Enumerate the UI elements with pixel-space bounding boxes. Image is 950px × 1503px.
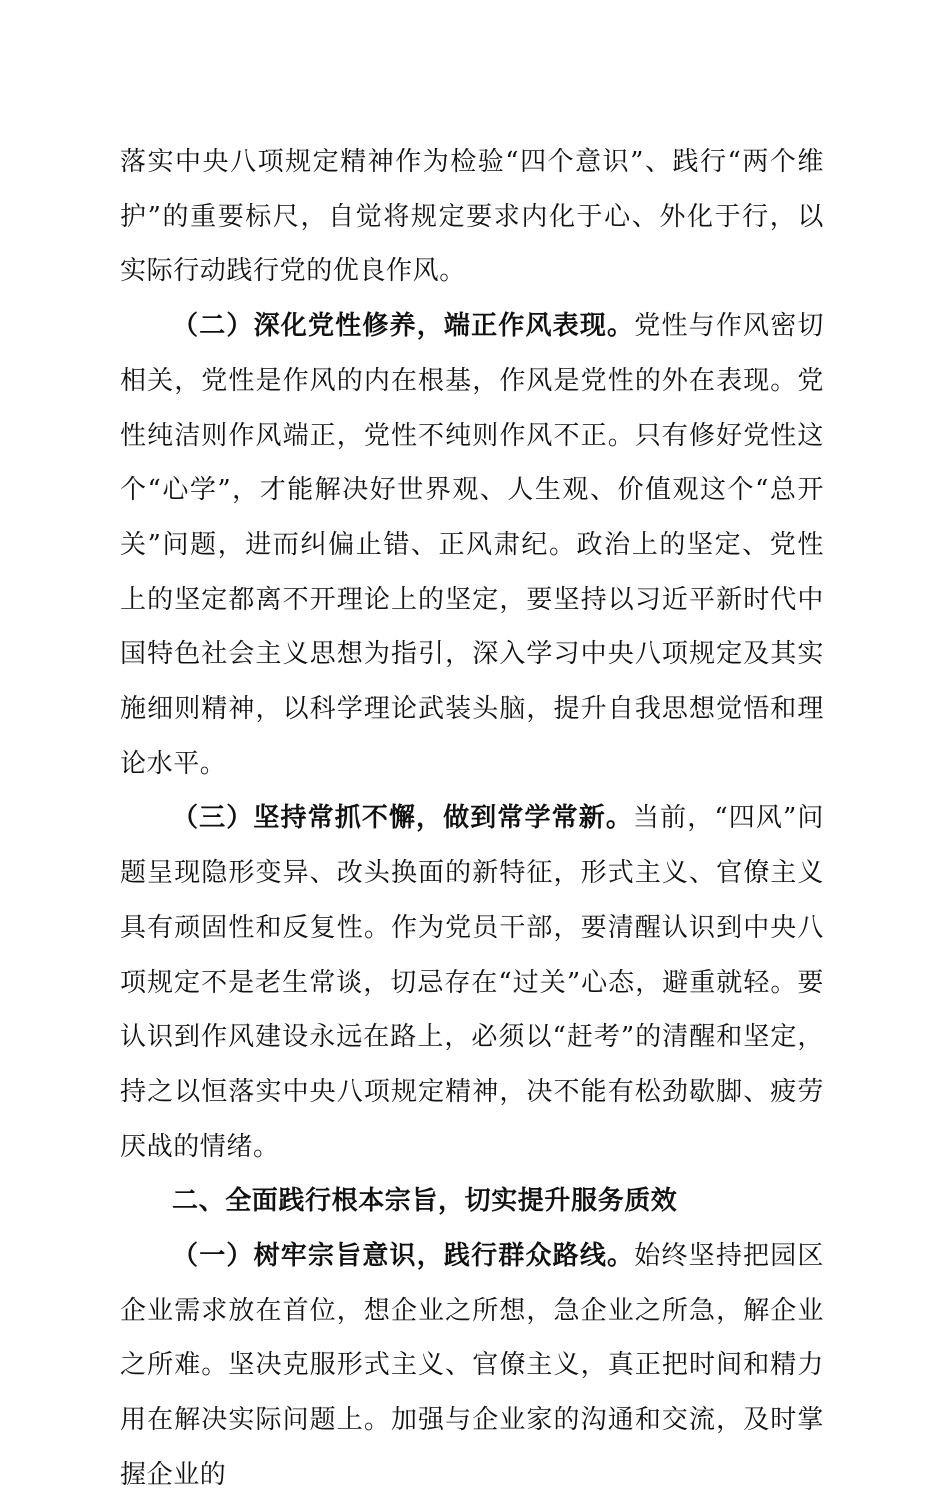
paragraph-text: 当前，“四风”问题呈现隐形变异、改头换面的新特征，形式主义、官僚主义具有顽固性和反复性。作为党员干部，要清醒认识到中央八项规定不是老生常谈，切忌存在“过关”心态，避重就轻。要认识到作风建设永远在路上，必须以“赶考”的清醒和坚定，持之以恒落实中央八项规定精神，决不能有松劲歇脚、疲劳厌战的情绪。 [120,803,825,1162]
paragraph-deepen-party-spirit [120,299,824,791]
paragraph-text: 始终坚持把园区企业需求放在首位，想企业之所想，急企业之所急，解企业之所难。坚决克服形式主义、官僚主义，真正把时间和精力用在解决实际问题上。加强与企业家的沟通和交流，及时掌握企业的 [120,1241,824,1490]
paragraph-continuation [120,135,824,299]
paragraph-persist-consistently [120,791,824,1174]
section-heading: 二、全面践行根本宗旨，切实提升服务质效 [172,1186,678,1217]
paragraph-text: 党性与作风密切相关，党性是作风的内在根基，作风是党性的外在表现。党性纯洁则作风端正，党性不纯则作风不正。只有修好党性这个“心学”，才能解决好世界观、人生观、价值观这个“总开关”问题，进而纠偏止错、正风肃纪。政治上的坚定、党性上的坚定都离不开理论上的坚定，要坚持以习近平新时代中国特色社会主义思想为指引，深入学习中央八项规定及其实施细则精神，以科学理论武装头脑，提升自我思想觉悟和理论水平。 [120,311,824,779]
paragraph-purpose-awareness [120,1229,824,1503]
paragraph-text: 落实中央八项规定精神作为检验“四个意识”、践行“两个维护”的重要标尺，自觉将规定要求内化于心、外化于行，以实际行动践行党的优良作风。 [120,147,824,287]
paragraph-lead: （三）坚持常抓不懈，做到常学常新。 [172,803,633,834]
document-page [120,135,824,1503]
paragraph-lead: （二）深化党性修养，端正作风表现。 [172,311,635,342]
paragraph-lead: （一）树牢宗旨意识，践行群众路线。 [172,1241,635,1272]
